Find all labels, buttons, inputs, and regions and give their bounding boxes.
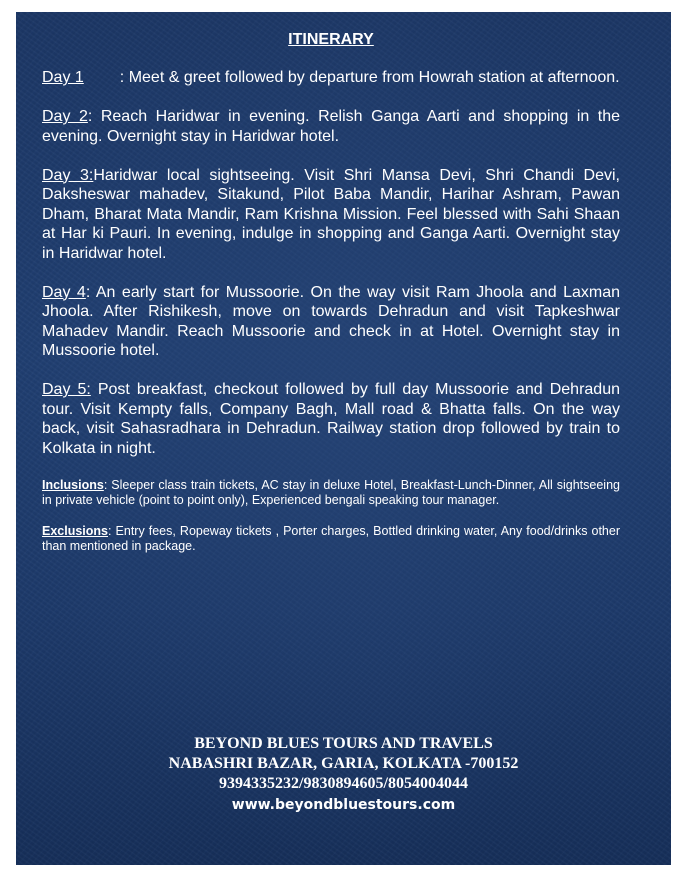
day-4-sep: : <box>85 283 96 301</box>
day-2-label: Day 2 <box>42 108 88 125</box>
day-5-sep <box>91 381 98 398</box>
day-4-label: Day 4 <box>42 283 86 301</box>
day-5-text: Post breakfast, checkout followed by full day Mussoorie and Dehradun tour. Visit Kempty falls, Company Bagh, Mall road & Bhatta falls. On the way back, visit Sahasradhara in Dehradun. Railway station drop followed by train to Kolkata in night. <box>42 381 620 457</box>
day-5-entry <box>42 380 620 458</box>
inclusions-label: Inclusions <box>42 477 104 492</box>
day-1-text: Meet & greet followed by departure from Howrah station at afternoon. <box>128 69 620 86</box>
day-2-entry <box>42 107 620 146</box>
itinerary-content <box>42 28 620 570</box>
day-4-text: An early start for Mussoorie. On the way visit Ram Jhoola and Laxman Jhoola. After Rishikesh, move on towards Dehradun and visit Tapkeshwar Mahadev Mandir. Reach Mussoorie and check in at Hotel. Overnight stay in Mussoorie hotel. <box>42 283 620 359</box>
day-1-label: Day 1 <box>42 69 84 86</box>
day-1-sep: : <box>119 69 129 86</box>
inclusions-text: : Sleeper class train tickets, AC stay in deluxe Hotel, Breakfast-Lunch-Dinner, All sightseeing in private vehicle (point to point only), Experienced bengali speaking tour manager. <box>42 477 620 507</box>
exclusions-text: : Entry fees, Ropeway tickets , Porter charges, Bottled drinking water, Any food/drinks other than mentioned in package. <box>42 523 620 553</box>
exclusions-label: Exclusions <box>42 523 108 538</box>
exclusions-section <box>42 524 620 555</box>
day-3-text: Haridwar local sightseeing. Visit Shri Mansa Devi, Shri Chandi Devi, Daksheswar mahadev, Sitakund, Pilot Baba Mandir, Harihar Ashram, Pawan Dham, Bharat Mata Mandir, Ram Krishna Mission. Feel blessed with Sahi Shaan at Har ki Pauri. In evening, indulge in shopping and Ganga Aarti. Overnight stay in Haridwar hotel. <box>42 166 620 262</box>
inclusions-section <box>42 478 620 509</box>
company-website-link[interactable]: www.beyondbluestours.com <box>231 797 456 813</box>
day-5-label: Day 5: <box>42 381 91 398</box>
company-footer <box>16 734 671 816</box>
company-name: BEYOND BLUES TOURS AND TRAVELS <box>194 735 493 752</box>
itinerary-panel <box>16 12 671 865</box>
day-3-label: Day 3: <box>42 166 94 184</box>
page-title: ITINERARY <box>288 31 374 48</box>
day-3-entry <box>42 166 620 264</box>
company-phones: 9394335232/9830894605/8054004044 <box>219 775 468 792</box>
day-4-entry <box>42 283 620 361</box>
company-address: NABASHRI BAZAR, GARIA, KOLKATA -700152 <box>168 755 519 772</box>
day-2-text: Reach Haridwar in evening. Relish Ganga Aarti and shopping in the evening. Overnight stay in Haridwar hotel. <box>42 108 621 145</box>
day-1-entry <box>42 68 620 88</box>
day-2-sep: : <box>87 108 101 125</box>
